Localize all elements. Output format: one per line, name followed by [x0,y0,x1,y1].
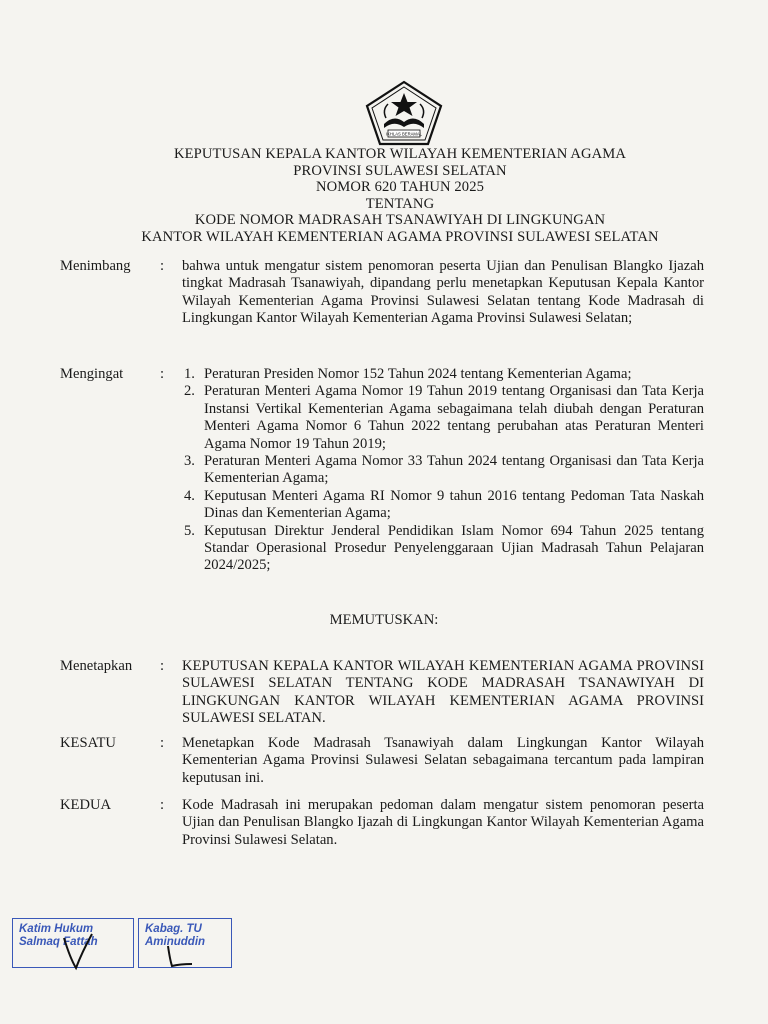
title-line: NOMOR 620 TAHUN 2025 [316,179,484,196]
memutuskan-heading: MEMUTUSKAN: [329,612,439,628]
menimbang-text: bahwa untuk mengatur sistem penomoran peserta Ujian dan Penulisan Blangko Ijazah tingkat Madrasah Tsanawiyah, dipandang perlu menetapkan Keputusan Kepala Kantor Wilayah Kementerian Agama Provinsi Sulawesi Selatan tentang Kode Madrasah di Lingkungan Kantor Wilayah Kementerian Agama Provinsi Sulawesi Selatan; [182,258,704,327]
list-text: Peraturan Menteri Agama Nomor 19 Tahun 2019 tentang Organisasi dan Tata Kerja Instansi Vertikal Kementerian Agama sebagaimana telah diubah dengan Peraturan Menteri Agama Nomor 6 Tahun 2022 tentang perubahan atas Peraturan Menteri Agama Nomor 19 Tahun 2019; [204,383,704,452]
stamp-name: Salmaq Fattah [19,936,98,948]
menimbang-label: Menimbang [60,258,131,274]
kedua-label: KEDUA [60,797,112,813]
title-line: KANTOR WILAYAH KEMENTERIAN AGAMA PROVINSI SULAWESI SELATAN [141,228,659,245]
list-item [178,523,704,575]
stamp-title: Katim Hukum [19,923,94,935]
colon: : [160,366,165,382]
stamp-name: Aminuddin [145,936,206,948]
list-item [178,488,704,523]
list-item [178,383,704,453]
colon: : [160,735,165,751]
menetapkan-text: KEPUTUSAN KEPALA KANTOR WILAYAH KEMENTERIAN AGAMA PROVINSI SULAWESI SELATAN TENTANG KODE MADRASAH TSANAWIYAH DI LINGKUNGAN KANTOR WILAYAH KEMENTERIAN AGAMA PROVINSI SULAWESI SELATAN. [182,658,704,727]
menetapkan-label: Menetapkan [60,658,133,674]
paraf-signature-icon [162,942,196,972]
list-item [178,366,704,383]
mengingat-list [178,366,704,575]
title-line: KODE NOMOR MADRASAH TSANAWIYAH DI LINGKUNGAN [194,212,606,229]
title-line: PROVINSI SULAWESI SELATAN [293,162,507,179]
colon: : [160,658,165,674]
emblem-motto: IKHLAS BERAMAL [385,131,423,137]
kesatu-label: KESATU [60,735,116,751]
list-number: 3. [184,453,195,470]
list-number: 2. [184,383,195,400]
decree-title [60,146,740,246]
paraf-stamps [12,918,236,968]
list-text: Peraturan Menteri Agama Nomor 33 Tahun 2024 tentang Organisasi dan Tata Kerja Kementerian Agama; [204,453,704,487]
title-line: KEPUTUSAN KEPALA KANTOR WILAYAH KEMENTERIAN AGAMA [173,146,627,162]
colon: : [160,797,165,813]
kedua-text: Kode Madrasah ini merupakan pedoman dalam mengatur sistem penomoran peserta Ujian dan Penulisan Blangko Ijazah di Lingkungan Kantor Wilayah Kementerian Agama Provinsi Sulawesi Selatan. [182,797,704,848]
stamp-title: Kabag. TU [145,923,202,935]
list-number: 1. [184,366,195,382]
list-text: Keputusan Menteri Agama RI Nomor 9 tahun 2016 tentang Pedoman Tata Naskah Dinas dan Kementerian Agama; [204,487,704,522]
list-text: Peraturan Presiden Nomor 152 Tahun 2024 tentang Kementerian Agama; [204,366,632,382]
list-text: Keputusan Direktur Jenderal Pendidikan Islam Nomor 694 Tahun 2025 tentang Standar Operasional Prosedur Penyelenggaraan Ujian Madrasah Tahun Pelajaran 2024/2025; [204,522,704,574]
list-number: 4. [184,487,195,504]
mengingat-label: Mengingat [60,366,124,382]
paraf-signature-icon [58,930,98,974]
kesatu-text: Menetapkan Kode Madrasah Tsanawiyah dalam Lingkungan Kantor Wilayah Kementerian Agama Provinsi Sulawesi Selatan sebagaimana tercantum pada lampiran keputusan ini. [182,735,704,786]
kementerian-agama-emblem-icon [364,80,444,146]
colon: : [160,258,165,274]
title-line: TENTANG [365,195,435,212]
list-number: 5. [184,522,195,539]
list-item [178,453,704,488]
